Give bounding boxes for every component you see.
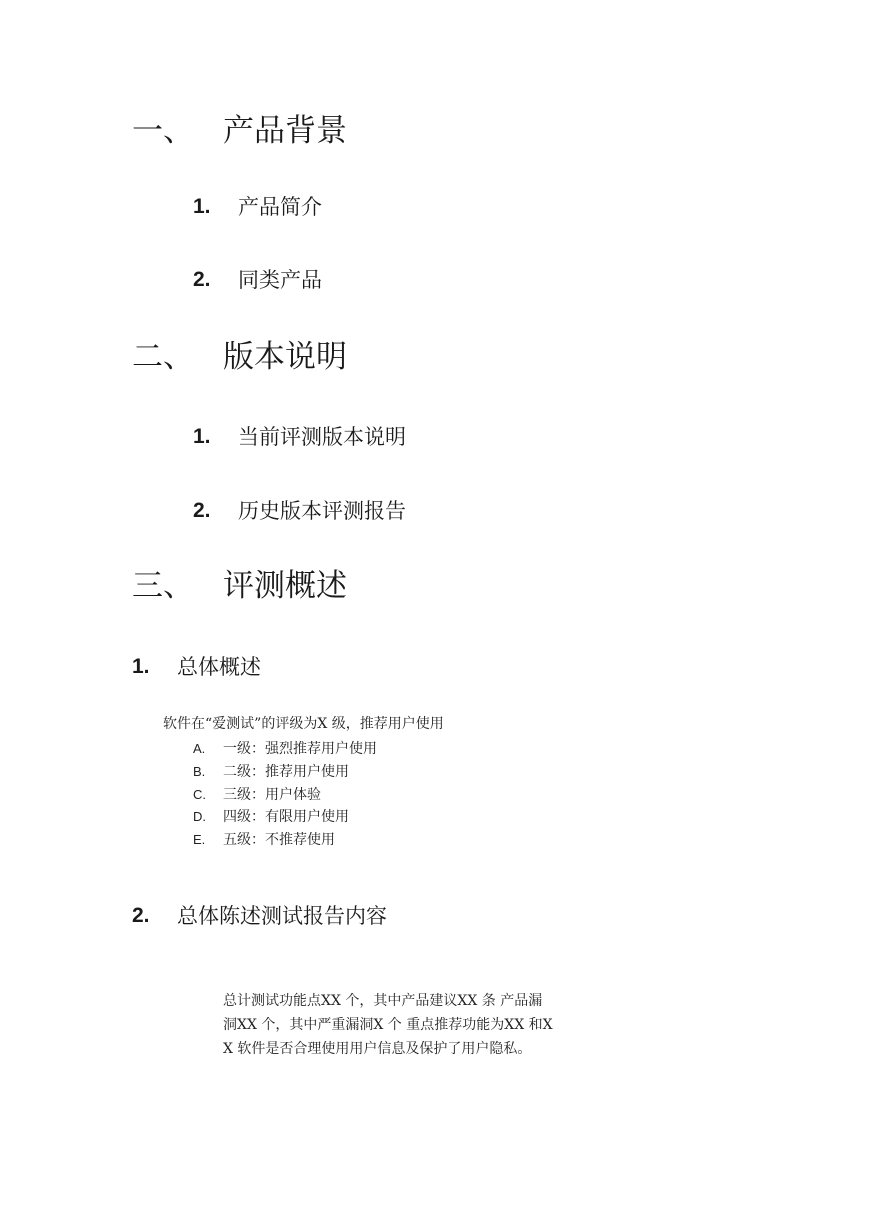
section-2-title: 版本说明 [223,339,347,375]
subsection-3-1-title: 总体概述 [177,655,261,679]
list-item-text: 二级：推荐用户使用 [223,764,349,780]
section-1-title: 产品背景 [223,113,347,149]
report-summary-paragraph: 总计测试功能点XX 个，其中产品建议XX 条 产品漏洞XX 个，其中严重漏洞X 个 重点推荐功能为XX 和XX 软件是否合理使用用户信息及保护了用户隐私。 [223,993,553,1057]
rating-sentence: 软件在“爱测试”的评级为X 级，推荐用户使用 [163,716,444,732]
list-marker: B. [193,764,206,779]
subsection-3-2-number: 2. [132,904,150,927]
list-marker: A. [193,741,206,756]
subsection-3-2-title: 总体陈述测试报告内容 [177,904,387,928]
section-3-number: 三、 [132,568,194,604]
section-1-number: 一、 [132,113,194,149]
list-item-text: 一级：强烈推荐用户使用 [223,741,377,757]
list-marker: C. [193,787,206,802]
subsection-2-2-number: 2. [193,499,211,522]
list-item-text: 四级：有限用户使用 [223,809,349,825]
list-marker: E. [193,832,206,847]
subsection-1-1-title: 产品简介 [238,195,322,219]
list-item-text: 三级：用户体验 [223,787,321,803]
list-marker: D. [193,809,206,824]
subsection-2-2-title: 历史版本评测报告 [238,499,406,523]
subsection-1-2-title: 同类产品 [238,268,322,292]
list-item-text: 五级：不推荐使用 [223,832,335,848]
subsection-2-1-title: 当前评测版本说明 [238,425,406,449]
subsection-1-2-number: 2. [193,268,211,291]
subsection-3-1-number: 1. [132,655,150,678]
subsection-1-1-number: 1. [193,195,211,218]
section-3-title: 评测概述 [223,568,347,604]
subsection-2-1-number: 1. [193,425,211,448]
section-2-number: 二、 [132,339,194,375]
